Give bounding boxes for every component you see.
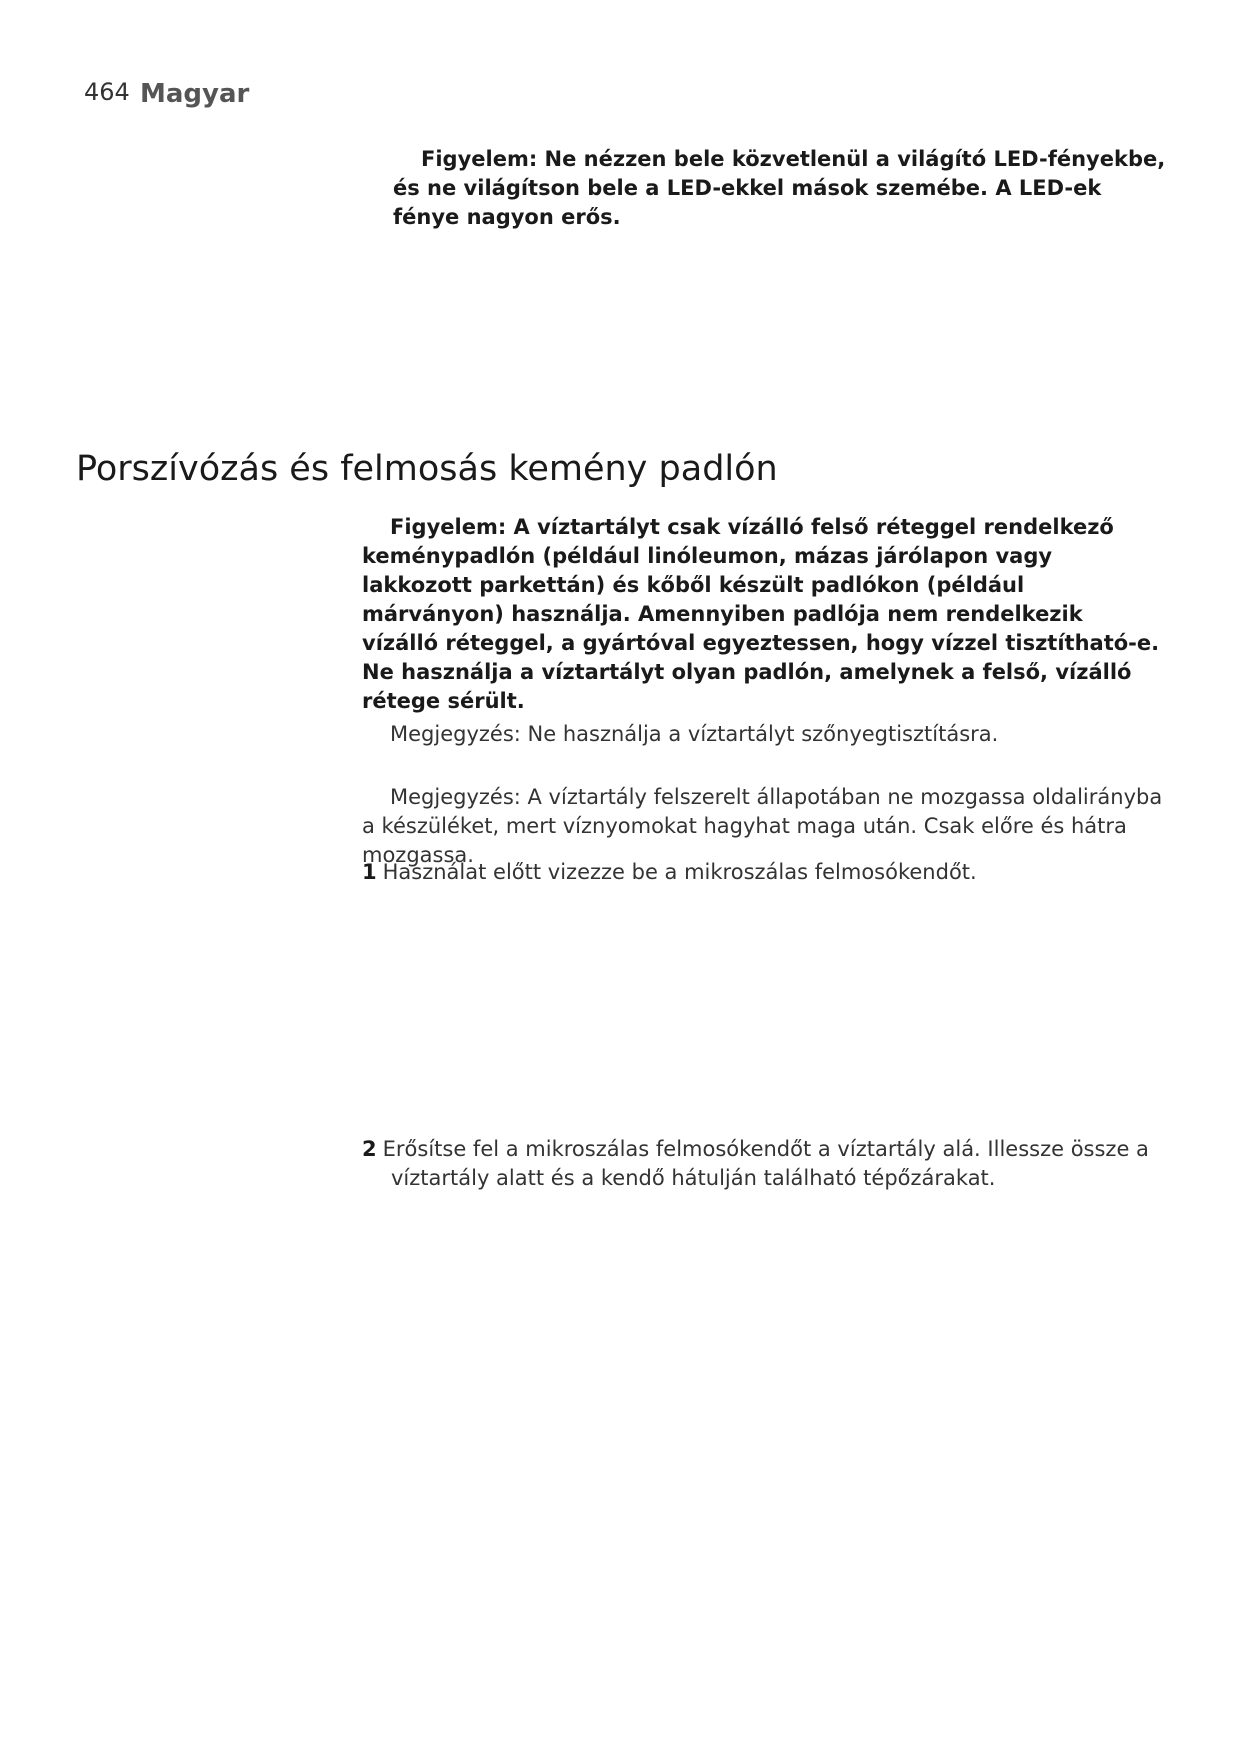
note-carpet: Megjegyzés: Ne használja a víztartályt szőnyegtisztításra. [390, 722, 999, 746]
step-text: Erősítse fel a mikroszálas felmosókendőt a víztartály alá. Illessze össze a víztartály alatt és a kendő hátulján található tépőzárakat. [382, 1137, 1149, 1190]
step-number: 1 [362, 860, 377, 884]
led-warning: Figyelem: Ne nézzen bele közvetlenül a világító LED-fényekbe, és ne világítson bele a LED-ekkel mások szemébe. A LED-ek fénye nagyon erős. [393, 147, 1166, 229]
page-number: 464 [84, 78, 130, 106]
water-tank-warning: Figyelem: A víztartályt csak vízálló felső réteggel rendelkező keménypadlón (például linóleumon, mázas járólapon vagy lakkozott parkettán) és kőből készült padlókon (például márványon) használja. Amennyiben padlója nem rendelkezik vízálló réteggel, a gyártóval egyeztessen, hogy vízzel tisztítható-e. Ne használja a víztartályt olyan padlón, amelynek a felső, vízálló rétege sérült. [362, 515, 1160, 713]
step-2 [362, 1135, 1191, 1193]
section-title: Porszívózás és felmosás kemény padlón [76, 449, 778, 489]
step-1 [362, 858, 1162, 887]
step-text: Használat előtt vizezze be a mikroszálas felmosókendőt. [382, 860, 977, 884]
step-number: 2 [362, 1137, 377, 1161]
note-movement: Megjegyzés: A víztartály felszerelt állapotában ne mozgassa oldalirányba a készüléket, mert víznyomokat hagyhat maga után. Csak előre és hátra mozgassa. [362, 785, 1163, 867]
page-language: Magyar [140, 79, 250, 109]
